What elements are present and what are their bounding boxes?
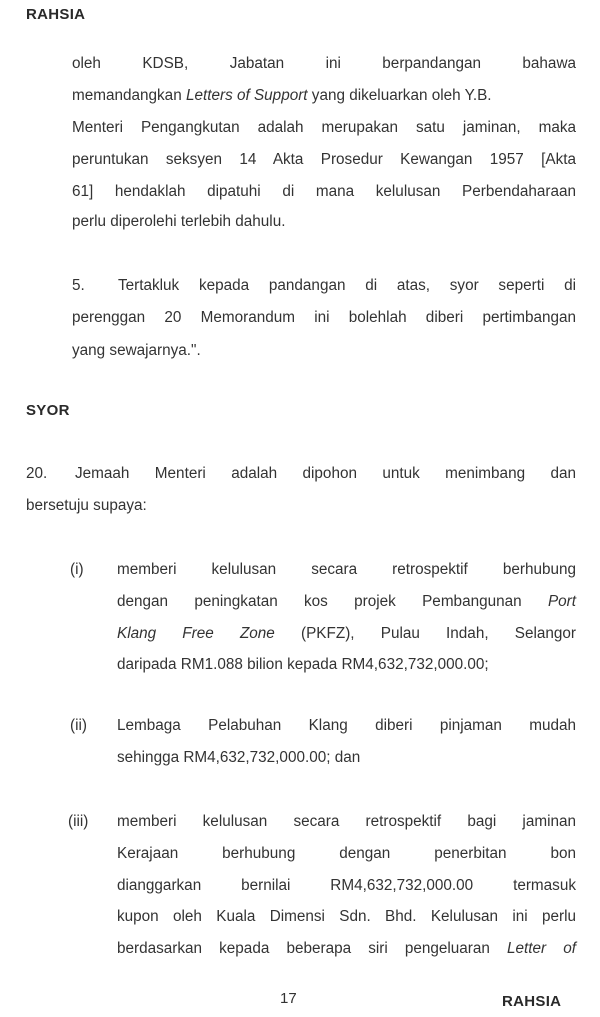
paragraph-line: Tertakluk kepada pandangan di atas, syor seperti di xyxy=(118,277,576,294)
classification-header: RAHSIA xyxy=(26,6,86,23)
paragraph-line: Menteri Pengangkutan adalah merupakan satu jaminan, maka xyxy=(72,119,576,136)
paragraph-line: bersetuju supaya: xyxy=(26,497,147,514)
paragraph-line: oleh KDSB, Jabatan ini berpandangan bahawa xyxy=(72,55,576,72)
list-item-marker: (ii) xyxy=(70,717,87,734)
list-item-marker: (iii) xyxy=(68,813,89,830)
list-item-line: dianggarkan bernilai RM4,632,732,000.00 termasuk xyxy=(117,877,576,894)
list-item-line: Kerajaan berhubung dengan penerbitan bon xyxy=(117,845,576,862)
paragraph-line: perlu diperolehi terlebih dahulu. xyxy=(72,213,286,230)
paragraph-line: 61] hendaklah dipatuhi di mana kelulusan Perbendaharaan xyxy=(72,183,576,200)
paragraph-line: Jemaah Menteri adalah dipohon untuk menimbang dan xyxy=(75,465,576,482)
list-item-line: Klang Free Zone (PKFZ), Pulau Indah, Selangor xyxy=(117,625,576,642)
list-item-line: Lembaga Pelabuhan Klang diberi pinjaman mudah xyxy=(117,717,576,734)
paragraph-line: peruntukan seksyen 14 Akta Prosedur Kewangan 1957 [Akta xyxy=(72,151,576,168)
list-item-marker: (i) xyxy=(70,561,84,578)
section-heading: SYOR xyxy=(26,402,70,419)
list-item-line: dengan peningkatan kos projek Pembangunan Port xyxy=(117,593,576,610)
list-item-line: kupon oleh Kuala Dimensi Sdn. Bhd. Kelulusan ini perlu xyxy=(117,908,576,925)
paragraph-line: yang sewajarnya.". xyxy=(72,342,201,359)
paragraph-number: 20. xyxy=(26,465,48,482)
paragraph-line: memandangkan Letters of Support yang dikeluarkan oleh Y.B. xyxy=(72,87,492,104)
list-item-line: memberi kelulusan secara retrospektif berhubung xyxy=(117,561,576,578)
paragraph-line: perenggan 20 Memorandum ini bolehlah diberi pertimbangan xyxy=(72,309,576,326)
list-item-line: daripada RM1.088 bilion kepada RM4,632,732,000.00; xyxy=(117,656,489,673)
list-item-line: memberi kelulusan secara retrospektif bagi jaminan xyxy=(117,813,576,830)
classification-footer: RAHSIA xyxy=(502,993,562,1010)
list-item-line: sehingga RM4,632,732,000.00; dan xyxy=(117,749,361,766)
paragraph-number: 5. xyxy=(72,277,85,294)
page-number: 17 xyxy=(280,990,297,1007)
list-item-line: berdasarkan kepada beberapa siri pengeluaran Letter of xyxy=(117,940,576,957)
